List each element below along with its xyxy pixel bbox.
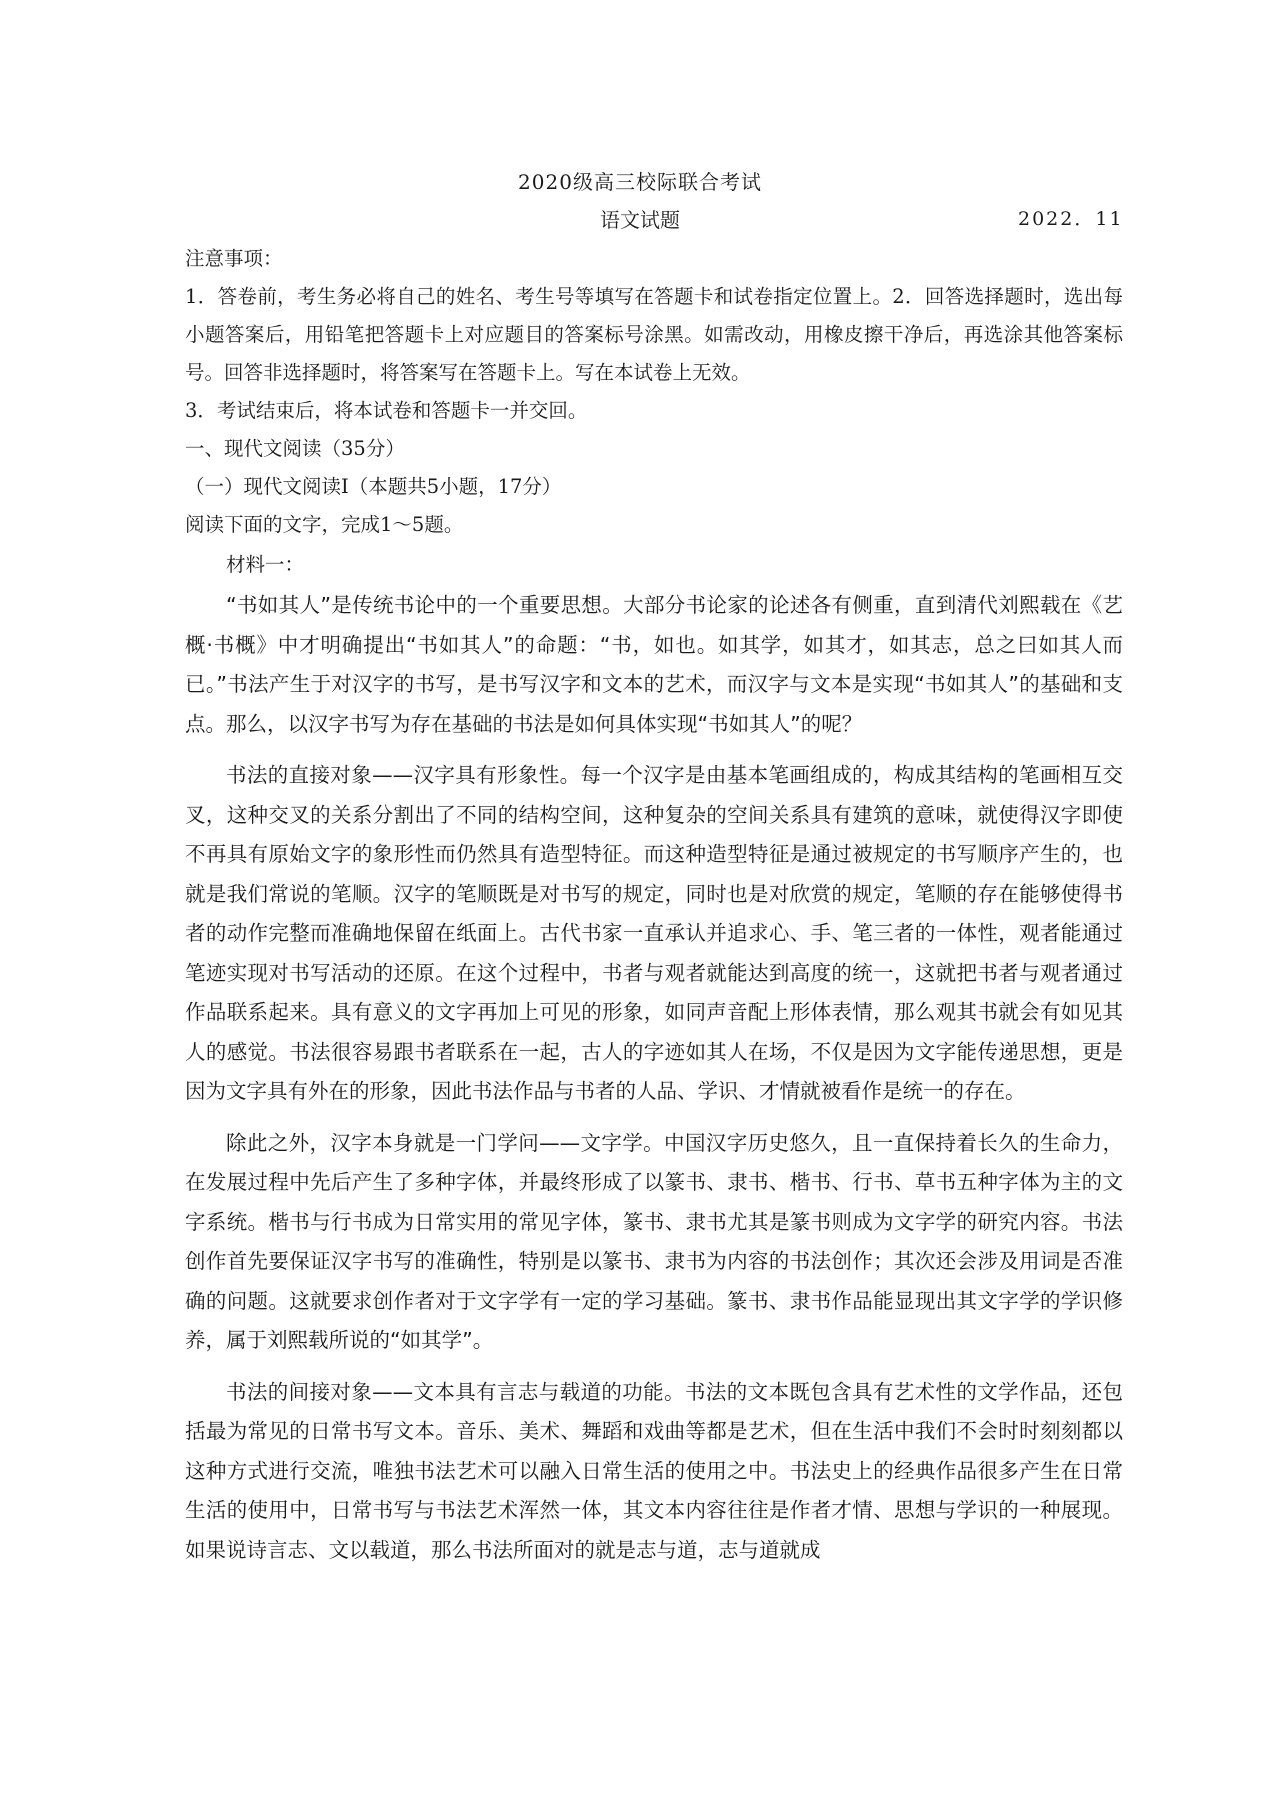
notice-heading: 注意事项： — [185, 247, 283, 270]
material-text — [185, 586, 1123, 1570]
exam-date: 2022．11 — [1018, 208, 1124, 230]
exam-subject: 语文试题 — [600, 208, 680, 232]
section-heading: 一、现代文阅读（35分） — [185, 437, 405, 460]
subsection-heading: （一）现代文阅读Ⅰ（本题共5小题，17分） — [185, 475, 562, 498]
subtitle-row — [0, 204, 1280, 234]
paragraph: 除此之外，汉字本身就是一门学问——文字学。中国汉字历史悠久，且一直保持着长久的生命力，在发展过程中先后产生了多种字体，并最终形成了以篆书、隶书、楷书、行书、草书五种字体为主的文字系统。楷书与行书成为日常实用的常见字体，篆书、隶书尤其是篆书则成为文字学的研究内容。书法创作首先要保证汉字书写的准确性，特别是以篆书、隶书为内容的书法创作；其次还会涉及用词是否准确的问题。这就要求创作者对于文字学有一定的学习基础。篆书、隶书作品能显现出其文字学的学识修养，属于刘熙载所说的“如其学”。 — [185, 1130, 1123, 1352]
notice-item-1: 1．答卷前，考生务必将自己的姓名、考生号等填写在答题卡和试卷指定位置上。2．回答选择题时，选出每小题答案后，用铅笔把答题卡上对应题目的答案标号涂黑。如需改动，用橡皮擦干净后，再选涂其他答案标号。回答非选择题时，将答案写在答题卡上。写在本试卷上无效。 — [185, 285, 1123, 384]
exam-title: 2020级高三校际联合考试 — [518, 170, 762, 194]
notice-block — [185, 240, 1123, 544]
paragraph: 书法的直接对象——汉字具有形象性。每一个汉字是由基本笔画组成的，构成其结构的笔画相互交叉，这种交叉的关系分割出了不同的结构空间，这种复杂的空间关系具有建筑的意味，就使得汉字即使不再具有原始文字的象形性而仍然具有造型特征。而这种造型特征是通过被规定的书写顺序产生的，也就是我们常说的笔顺。汉字的笔顺既是对书写的规定，同时也是对欣赏的规定，笔顺的存在能够使得书者的动作完整而准确地保留在纸面上。古代书家一直承认并追求心、手、笔三者的一体性，观者能通过笔迹实现对书写活动的还原。在这个过程中，书者与观者就能达到高度的统一，这就把书者与观者通过作品联系起来。具有意义的文字再加上可见的形象，如同声音配上形体表情，那么观其书就会有如见其人的感觉。书法很容易跟书者联系在一起，古人的字迹如其人在场，不仅是因为文字能传递思想，更是因为文字具有外在的形象，因此书法作品与书者的人品、学识、才情就被看作是统一的存在。 — [185, 763, 1123, 1103]
paragraph: “书如其人”是传统书论中的一个重要思想。大部分书论家的论述各有侧重，直到清代刘熙载在《艺概·书概》中才明确提出“书如其人”的命题：“书，如也。如其学，如其才，如其志，总之曰如其人而已。”书法产生于对汉字的书写，是书写汉字和文本的艺术，而汉字与文本是实现“书如其人”的基础和支点。那么，以汉字书写为存在基础的书法是如何具体实现“书如其人”的呢？ — [185, 593, 1123, 736]
paragraph: 书法的间接对象——文本具有言志与载道的功能。书法的文本既包含具有艺术性的文学作品，还包括最为常见的日常书写文本。音乐、美术、舞蹈和戏曲等都是艺术，但在生活中我们不会时时刻刻都以这种方式进行交流，唯独书法艺术可以融入日常生活的使用之中。书法史上的经典作品很多产生在日常生活的使用中，日常书写与书法艺术浑然一体，其文本内容往往是作者才情、思想与学识的一种展现。如果说诗言志、文以载道，那么书法所面对的就是志与道，志与道就成 — [185, 1379, 1123, 1562]
material-label: 材料一： — [226, 553, 305, 576]
reading-instruction: 阅读下面的文字，完成1～5题。 — [185, 513, 464, 536]
notice-item-3: 3．考试结束后，将本试卷和答题卡一并交回。 — [185, 399, 588, 422]
